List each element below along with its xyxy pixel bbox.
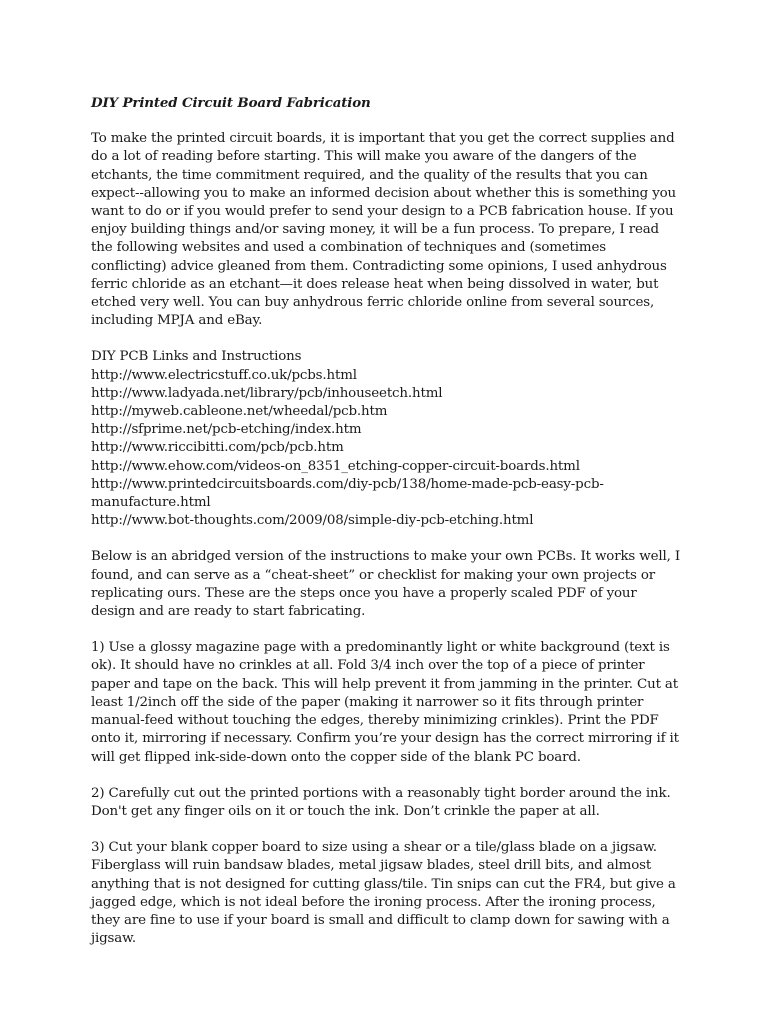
document-page bbox=[91, 94, 681, 966]
link-ehow[interactable]: http://www.ehow.com/videos-on_8351_etching-copper-circuit-boards.html bbox=[91, 458, 580, 474]
links-heading: DIY PCB Links and Instructions bbox=[91, 349, 302, 365]
abridged-paragraph: Below is an abridged version of the instructions to make your own PCBs. It works well, I found, and can serve as a “cheat-sheet” or checklist for making your own projects or replicating ours. These are the steps once you have a properly scaled PDF of your design and are ready to start fabricating. bbox=[91, 549, 680, 620]
link-bot-thoughts[interactable]: http://www.bot-thoughts.com/2009/08/simple-diy-pcb-etching.html bbox=[91, 513, 534, 529]
link-ladyada[interactable]: http://www.ladyada.net/library/pcb/inhouseetch.html bbox=[91, 385, 443, 401]
link-cableone-wheedal[interactable]: http://myweb.cableone.net/wheedal/pcb.htm bbox=[91, 404, 388, 420]
link-riccibitti[interactable]: http://www.riccibitti.com/pcb/pcb.htm bbox=[91, 440, 344, 456]
links-section bbox=[91, 348, 681, 530]
link-electricstuff[interactable]: http://www.electricstuff.co.uk/pcbs.html bbox=[91, 367, 357, 383]
step-2-paragraph: 2) Carefully cut out the printed portions with a reasonably tight border around the ink. Don't get any finger oils on it or touch the ink. Don’t crinkle the paper at all. bbox=[91, 785, 671, 819]
document-title: DIY Printed Circuit Board Fabrication bbox=[91, 95, 371, 111]
step-1-paragraph: 1) Use a glossy magazine page with a predominantly light or white background (text is ok). It should have no crinkles at all. Fold 3/4 inch over the top of a piece of printer paper and tape on the back. This will help prevent it from jamming in the printer. Cut at least 1/2inch off the side of the paper (making it narrower so it fits through printer manual-feed without touching the edges, thereby minimizing crinkles). Print the PDF onto it, mirroring if necessary. Confirm you’re your design has the correct mirroring if it will get flipped ink-side-down onto the copper side of the blank PC board. bbox=[91, 640, 679, 765]
step-3-paragraph: 3) Cut your blank copper board to size using a shear or a tile/glass blade on a jigsaw. Fiberglass will ruin bandsaw blades, metal jigsaw blades, steel drill bits, and almost anything that is not designed for cutting glass/tile. Tin snips can cut the FR4, but give a jagged edge, which is not ideal before the ironing process. After the ironing process, they are fine to use if your board is small and difficult to clamp down for sawing with a jigsaw. bbox=[91, 840, 676, 947]
link-sfprime[interactable]: http://sfprime.net/pcb-etching/index.htm bbox=[91, 422, 362, 438]
link-printedcircuitsboards[interactable]: http://www.printedcircuitsboards.com/diy-pcb/138/home-made-pcb-easy-pcb-manufacture.html bbox=[91, 476, 604, 511]
intro-paragraph: To make the printed circuit boards, it is important that you get the correct supplies and do a lot of reading before starting. This will make you aware of the dangers of the etchants, the time commitment required, and the quality of the results that you can expect--allowing you to make an informed decision about whether this is something you want to do or if you would prefer to send your design to a PCB fabrication house. If you enjoy building things and/or saving money, it will be a fun process. To prepare, I read the following websites and used a combination of techniques and (sometimes conflicting) advice gleaned from them. Contradicting some opinions, I used anhydrous ferric chloride as an etchant—it does release heat when being dissolved in water, but etched very well. You can buy anhydrous ferric chloride online from several sources, including MPJA and eBay. bbox=[91, 131, 677, 329]
